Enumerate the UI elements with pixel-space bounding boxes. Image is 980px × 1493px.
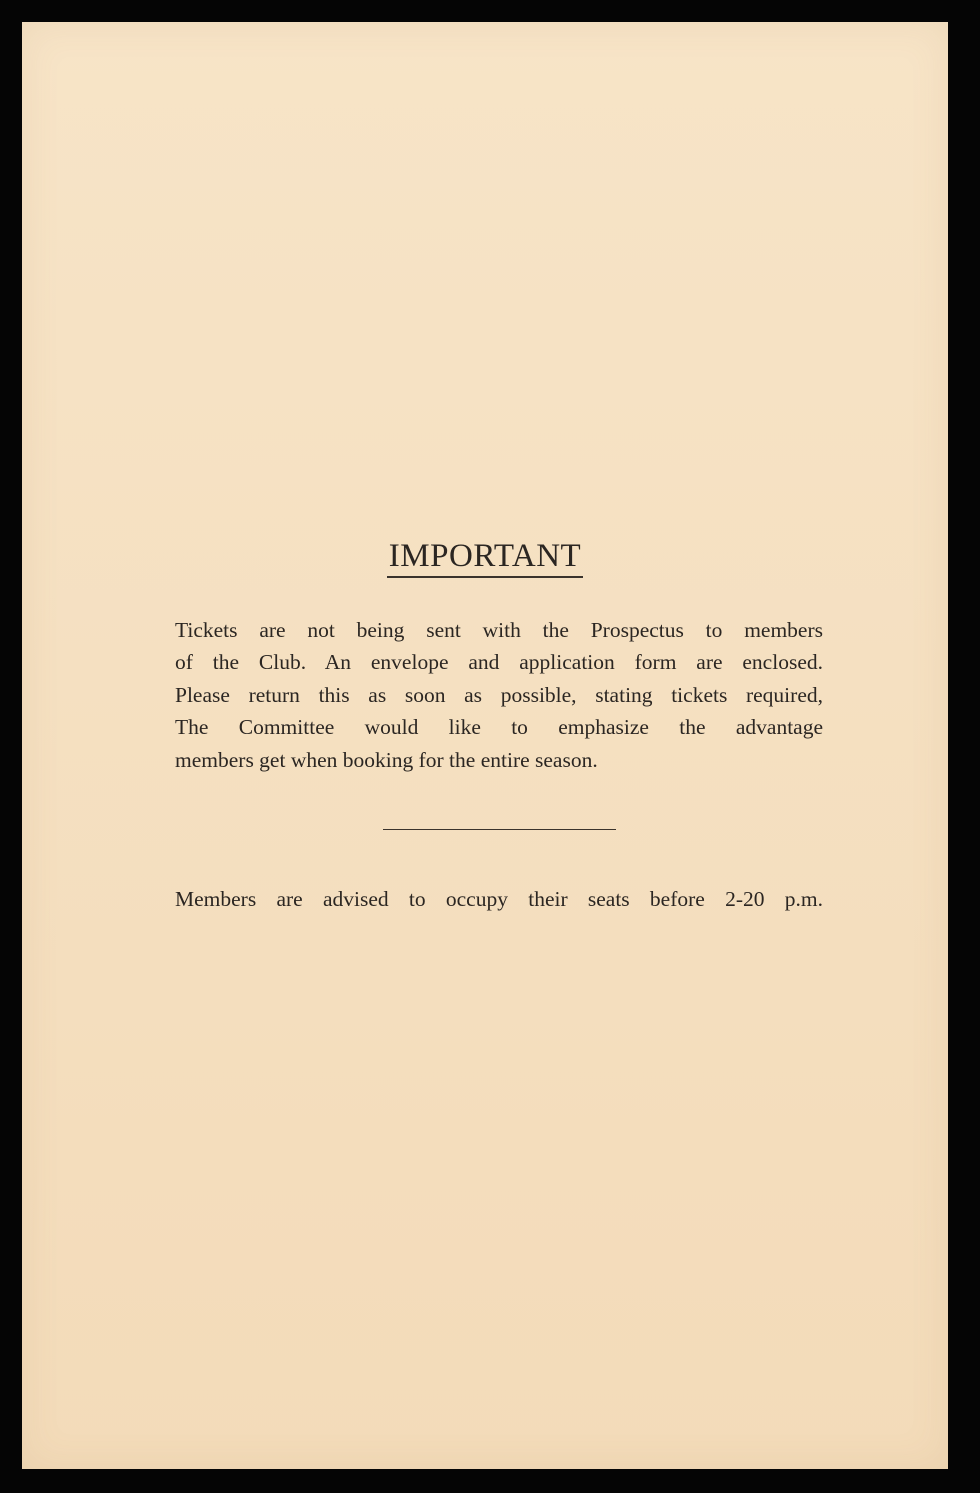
body-line: The Committee would like to emphasize the advantage	[175, 715, 823, 740]
body-line: of the Club. An envelope and application form are enclosed.	[175, 650, 823, 675]
section-divider	[383, 829, 616, 830]
notice-heading	[22, 538, 948, 578]
body-line: members get when booking for the entire season.	[175, 747, 598, 772]
heading-text: IMPORTANT	[387, 538, 583, 578]
seating-note: Members are advised to occupy their seats before 2-20 p.m.	[175, 887, 823, 911]
notice-body	[175, 614, 823, 776]
body-line: Please return this as soon as possible, stating tickets required,	[175, 682, 823, 707]
show-through-texture	[22, 172, 948, 207]
body-line: Tickets are not being sent with the Prospectus to members	[175, 618, 823, 642]
notice-card	[22, 22, 948, 1469]
